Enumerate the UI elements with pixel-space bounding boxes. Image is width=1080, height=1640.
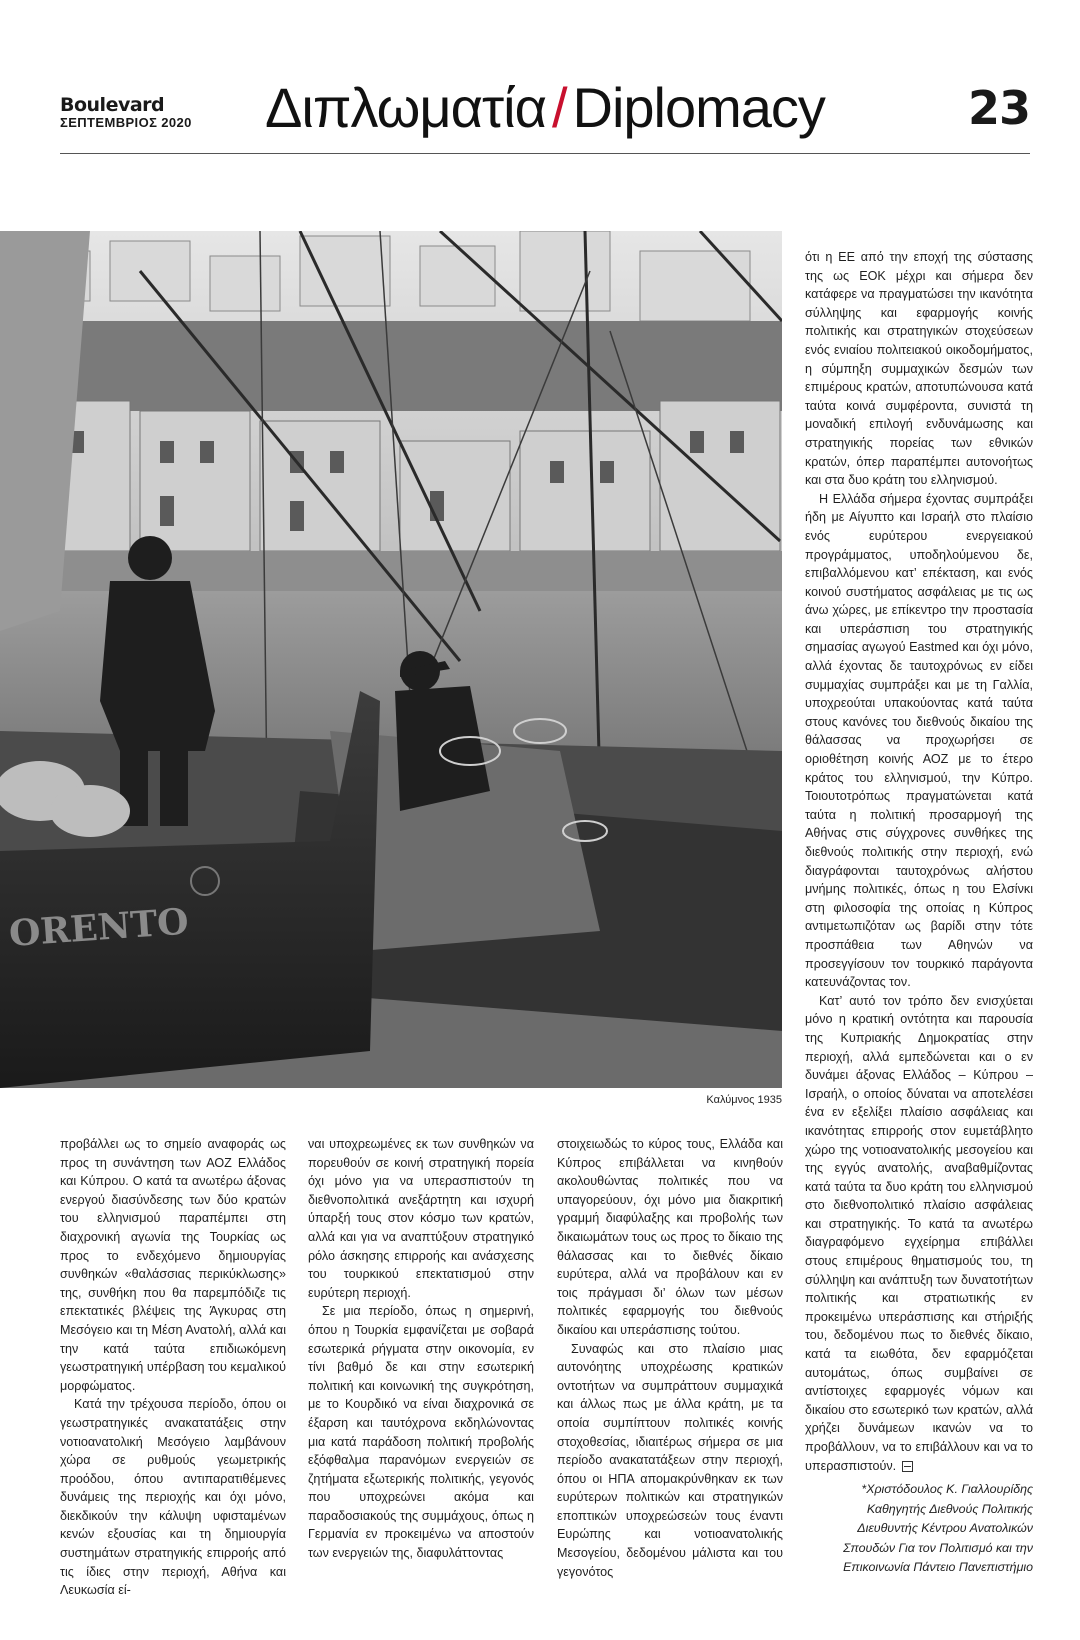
article-column-1 <box>60 1135 286 1600</box>
paragraph: στοιχειωδώς το κύρος τους, Ελλάδα και Κύπρος επιβάλλεται να κινηθούν ακολουθώντας πολιτικές που να υπαγορεύουν, όχι μόνο μια διακριτική γραμμή διαφύλαξης και προβολής των δικαιωμάτων τους ως προς το δίκαιο της θάλασσας και το διεθνές δίκαιο ευρύτερα, αλλά να προβάλουν και εν τοις πράγμασι δι’ όλων των μέσων πολιτικές εφαρμογής του διεθνούς δικαίου και υπεράσπισης τούτου. <box>557 1137 783 1337</box>
author-title: Καθηγητής Διεθνούς Πολιτικής <box>866 1501 1033 1516</box>
author-name: *Χριστόδουλος Κ. Γιαλλουρίδης <box>861 1482 1033 1496</box>
brand-logo: Boulevard <box>60 94 165 116</box>
paragraph: Σε μια περίοδο, όπως η σημερινή, όπου η Τουρκία εμφανίζεται με σοβαρά εσωτερικά ρήγματα στην οικονομία, εν τίνι βαθμό δε και στην εσωτερική πολιτική και κοινωνική της συγκρότηση, με το Κουρδικό να είναι διαχρονικά σε έξαρση και ταυτόχρονα εκδηλώνοντας μια κατά παράδοση πολιτική προβολής εξόφθαλμα παρανόμων ενεργειών σε ζητήματα εξωτερικής πολιτικής, γεγονός που υποχρεώνει ακόμα και παραδοσιακούς της συμμάχους, όπως η Γερμανία εν προκειμένω να αποστούν των ενεργειών της, διαφυλάττοντας <box>308 1304 534 1561</box>
paragraph: Συναφώς και στο πλαίσιο μιας αυτονόητης υποχρέωσης κρατικών οντοτήτων να συμπράττουν συμμαχικά και άλλως πως με άλλα κράτη, με τα οποία συμπίπτουν πολιτικές κοινής στοχοθεσίας, ιδιαιτέρως σήμερα σε μια περίοδο ανακατατάξεων στην περιοχή, όπου οι ΗΠΑ απομακρύνθηκαν εκ των ευρύτερων πολιτικών και στρατηγικών εποπτικών υποχρεώσεών τους έναντι Ευρώπης και νοτιοανατολικής Μεσογείου, δεδομένου μάλιστα και του γεγονότος <box>557 1341 783 1579</box>
masthead <box>60 95 192 131</box>
harbour-photo-illustration <box>0 231 782 1088</box>
paragraph: ναι υποχρεωμένες εκ των συνθηκών να πορευθούν σε κοινή στρατηγική πορεία όχι μόνο για να υπερασπιστούν τη διεθνοπολιτικά ανεξάρτητη και ισχυρή ύπαρξή τους στον κόσμο των κρατών, αλλά και για να αναπτύξουν στρατηγικό ρόλο άσκησης επιρροής και ανάσχεσης του τουρκικού επεκτατισμού στην ευρύτερη περιοχή. <box>308 1137 534 1300</box>
harbour-photo <box>0 231 782 1088</box>
author-affiliation <box>805 1519 1033 1578</box>
page-number: 23 <box>967 81 1030 135</box>
author-signature <box>805 1480 1033 1578</box>
author-affiliation-text: Διευθυντής Κέντρου Ανατολικών Σπουδών Για τον Πολιτισμό και την Επικοινωνία Πάντειο Πανεπιστήμιο <box>843 1521 1033 1574</box>
article-column-2 <box>308 1135 534 1563</box>
section-title-greek: Διπλωματία <box>265 76 546 139</box>
paragraph: Κατά την τρέχουσα περίοδο, όπου οι γεωστρατηγικές ανακατατάξεις στην νοτιοανατολική Μεσόγειο λαμβάνουν χώρα σε ρυθμούς γεωμετρικής προόδου, όπου αντιπαρατιθέμενες δυνάμεις της περιοχής και όχι μόνο, διεκδικούν την κάλυψη υφισταμένων κενών εξουσίας και τη δημιουργία συστημάτων στρατηγικής επιρροής από τις ίδιες στην περιοχή, Αθήνα και Λευκωσία εί- <box>60 1397 286 1598</box>
issue-date: ΣΕΠΤΕΜΒΡΙΟΣ 2020 <box>60 115 192 130</box>
section-title-slash: / <box>551 76 567 139</box>
paragraph: ότι η ΕΕ από την εποχή της σύστασης της ως ΕΟΚ μέχρι και σήμερα δεν κατάφερε να πραγματώσει την ικανότητα σύλληψης και εφαρμογής κοινής πολιτικής και στρατηγικών στοχεύσεων ενός ενιαίου πολιτειακού οικοδομήματος, η σύμπηξη συμμαχικών δεσμών των επιμέρους κρατών, αποτυπώνουσα κατά ταύτα κοινά συμφέροντα, συνιστά τη μοναδική επιλογή ενδυνάμωσης και στρατηγικής πορείας των εθνικών κρατών, όπερ παραπέμπει αυτονοήτως και στα δυο κράτη του ελληνισμού. <box>805 250 1033 488</box>
paragraph-last <box>805 992 1033 1475</box>
header-divider <box>60 153 1030 154</box>
photo-caption: Καλύμνος 1935 <box>706 1094 782 1106</box>
paragraph: Η Ελλάδα σήμερα έχοντας συμπράξει ήδη με Αίγυπτο και Ισραήλ στο πλαίσιο ενός ευρύτερου ενεργειακού προγράμματος, υποδηλούμενου δε, επιβαλλόμενου κατ’ επέκταση, και ενός κοινού συστήματος ασφάλειας με τις ως άνω χώρες, με επίκεντρο την προστασία και υπεράσπιση του στρατηγικής σημασίας αγωγού Eastmed και όχι μόνο, αλλά έχοντας δε ταυτοχρόνως εν είδει συμμαχίας συμπράξει και με τη Γαλλία, υποχρεούται υπακούοντας κατά ταύτα στους κανόνες του διεθνούς δικαίου της θάλασσας να προχωρήσει σε οριοθέτηση κοινής ΑΟΖ με το έτερο κράτος του ελληνισμού, την Κύπρο. Τοιουτοτρόπως πραγματώνεται κατά ταύτα η πολιτική προσαρμογή της Αθήνας στις σύγχρονες συνθήκες της διεθνούς πολιτικής στην περιοχή, ενώ διαγράφονται ταυτοχρόνως αλήστου μνήμης πολιτικές, όπως η του Ελσίνκι στη φιλοσοφία της οποίας η Κύπρος αντιμετωπιζόταν ως βαρίδι στην τότε προσπάθεια των Αθηνών να προσεγγίσουν τον τουρκικό παράγοντα κατευνάζοντας τον. <box>805 491 1033 990</box>
paragraph-text: Κατ’ αυτό τον τρόπο δεν ενισχύεται μόνο η κρατική οντότητα και παρουσία της Κυπριακής Δημοκρατίας στην περιοχή, αλλά εμπεδώνεται και ο εν δυνάμει άξονας Ελλάδος – Κύπρου – Ισραήλ, ο οποίος δύναται να αποτελέσει ένα εν εξελίξει πλαίσιο ασφάλειας και ικανότητας επιρροής στον ευμετάβλητο χώρο της νοτιοανατολικής μεσογείου και της εγγύς ανατολής, αναβαθμίζοντας κατά ταύτα τα δυο κράτη του ελληνισμού στο διεθνοπολιτικό πλαίσιο ασφάλειας και στρατηγικής. Το κατά τα ανωτέρω διαγραφόμενο εγχείρημα επιβάλλει στους επιμέρους θηματισμούς του, τη σύλληψη και ανάπτυξη των δυνατοτήτων πολιτικής και στρατιωτικής εν προκειμένω υπεράσπισης και στήριξής του, δεδομένου πως το διεθνές δίκαιο, κατά τα ειωθότα, δεν εφαρμόζεται αυτομάτως, όπως συμβαίνει σε αντίστοιχες εφαρμογές νόμων και δικαίου στο εσωτερικό των κρατών, αλλά χρήζει δυνάμεων ικανών να το προβάλλουν, να το επιβάλλουν και να το υπερασπιστούν. <box>805 993 1033 1473</box>
article-column-3 <box>557 1135 783 1581</box>
section-title <box>265 78 825 138</box>
article-column-right <box>805 248 1033 1475</box>
section-title-english: Diplomacy <box>572 76 825 139</box>
end-of-article-square-icon <box>902 1461 913 1472</box>
paragraph: προβάλλει ως το σημείο αναφοράς ως προς τη συνάντηση των ΑΟΖ Ελλάδος και Κύπρου. Ο κατά τα ανωτέρω άξονας ενεργού διασύνδεσης των δύο κρατών του ελληνισμού παραπέμπει στη διαχρονική αγωνία της Τουρκίας ως προς το ενδεχόμενο δημιουργίας συνθηκών «θαλάσσιας περικύκλωσης» της, συνθήκη που θα παρεμπόδιζε τις επεκτατικές βλέψεις της Άγκυρας στη Μεσόγειο και τη Μέση Ανατολή, αλλά και την κατά ταύτα επιδιωκόμενη γεωστρατηγική υπέρβαση του κεμαλικού μορφώματος. <box>60 1137 286 1393</box>
hull-lettering: ORENTO <box>7 900 190 955</box>
